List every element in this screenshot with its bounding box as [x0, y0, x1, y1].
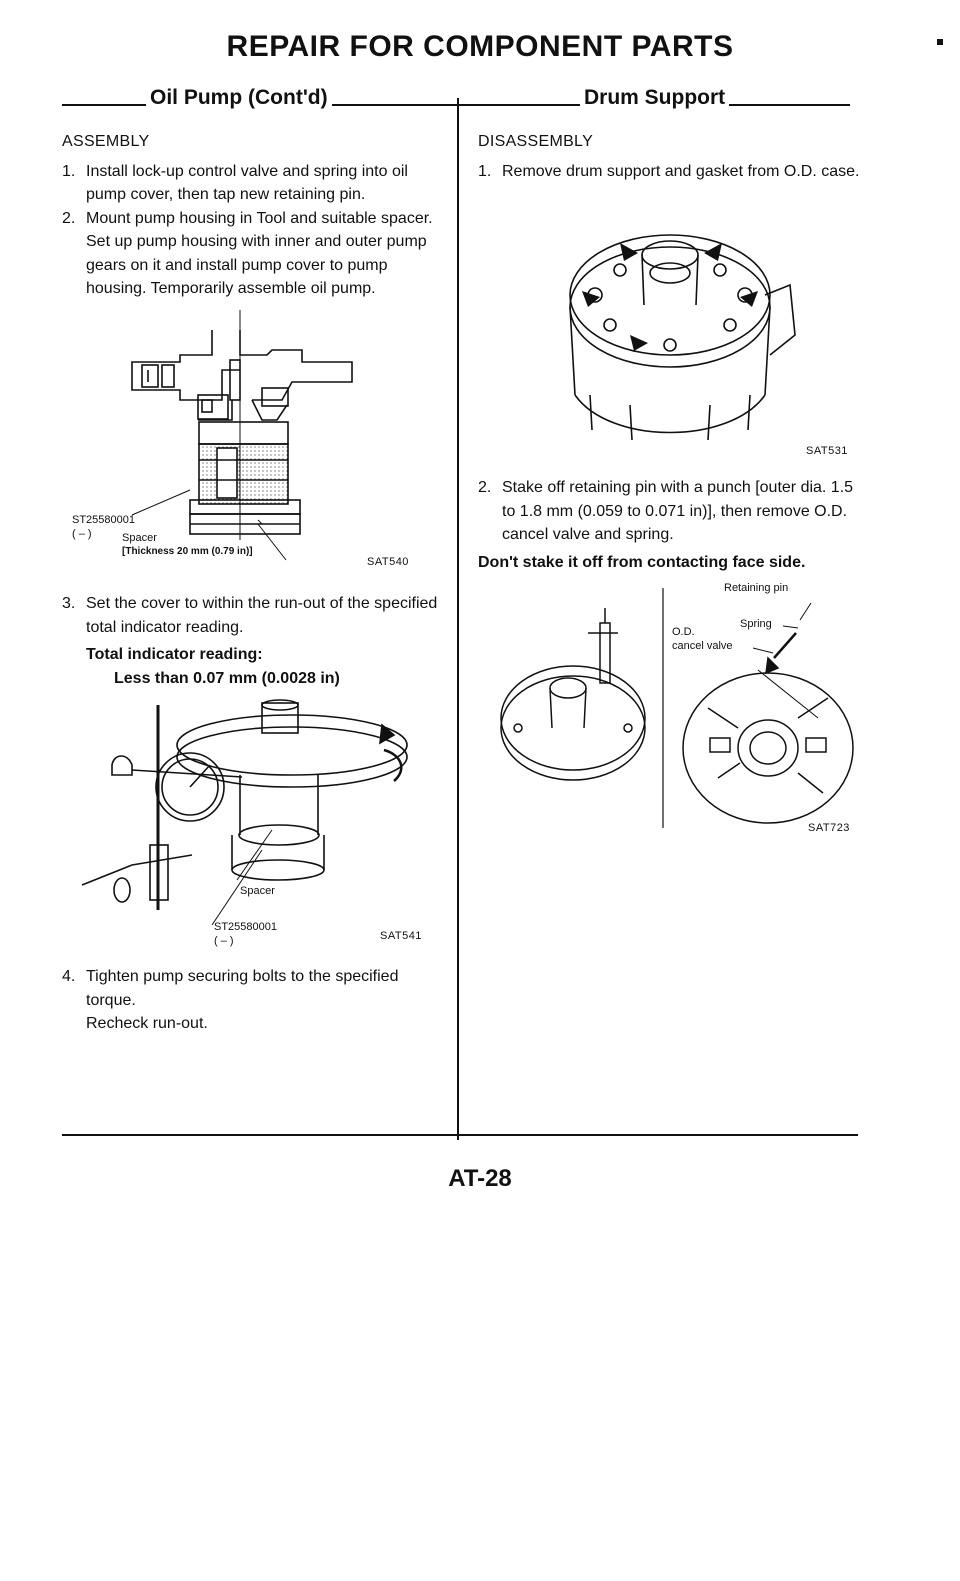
column-divider — [457, 98, 459, 1140]
assembly-block — [62, 130, 438, 301]
bottom-rule — [62, 1134, 858, 1136]
step-4 — [62, 965, 438, 1012]
step-number: 1. — [478, 162, 492, 180]
spring-label: Spring — [740, 618, 772, 630]
step-2-block — [478, 476, 862, 574]
step-2 — [62, 207, 438, 301]
step-number: 4. — [62, 968, 76, 985]
figure-sat531 — [520, 195, 865, 465]
section-title-drum-support: Drum Support — [584, 86, 726, 109]
spacer-label: Spacer — [122, 532, 157, 544]
rule — [458, 104, 580, 106]
step-text: Remove drum support and gasket from O.D. case. — [502, 162, 860, 180]
spacer-label: Spacer — [240, 885, 275, 897]
step-text: Mount pump housing in Tool and suitable spacer. Set up pump housing with inner and outer pump gears on it and install pump cover to pump housing. Temporarily assemble oil pump. — [86, 209, 433, 297]
step-number: 1. — [62, 162, 76, 180]
subhead-assembly: ASSEMBLY — [62, 133, 150, 150]
step-1 — [478, 160, 862, 184]
page-title: REPAIR FOR COMPONENT PARTS — [226, 30, 734, 63]
tool-number-label: ST25580001 — [72, 514, 135, 526]
spec-label: Total indicator reading: — [86, 646, 263, 663]
page-number: AT-28 — [448, 1165, 512, 1192]
step-text: Tighten pump securing bolts to the specified torque. — [86, 968, 399, 1009]
step-text: Stake off retaining pin with a punch [outer dia. 1.5 to 1.8 mm (0.059 to 0.071 in)], then remove O.D. cancel valve and spring. — [502, 479, 854, 543]
step-4-note: Recheck run-out. — [86, 1015, 208, 1032]
figure-code: SAT541 — [380, 930, 422, 942]
spec-value: Less than 0.07 mm (0.0028 in) — [114, 669, 340, 687]
step-4-block — [62, 965, 438, 1036]
step-text: Install lock-up control valve and spring into oil pump cover, then tap new retaining pin. — [86, 162, 408, 203]
step-number: 3. — [62, 595, 76, 612]
disassembly-block — [478, 130, 862, 183]
rule — [729, 104, 850, 106]
retaining-pin-label: Retaining pin — [724, 582, 789, 594]
section-title-oil-pump: Oil Pump (Cont'd) — [150, 86, 328, 109]
step-number: 2. — [62, 209, 76, 227]
dial-indicator-illustration — [62, 695, 442, 955]
tool-number-label: ST25580001 — [214, 921, 277, 933]
step-2 — [478, 476, 862, 547]
drum-support-illustration — [520, 195, 865, 465]
rule — [62, 104, 146, 106]
step-text: Set the cover to within the run-out of the specified total indicator reading. — [86, 595, 438, 636]
pump-on-tool-illustration — [62, 310, 442, 580]
cancel-valve-label: cancel valve — [672, 640, 733, 652]
step-3-block — [62, 592, 438, 690]
od-label: O.D. — [672, 626, 695, 638]
spacer-thickness-label: [Thickness 20 mm (0.79 in)] — [122, 546, 253, 557]
tool-number-paren: ( – ) — [214, 935, 234, 947]
cancel-valve-illustration — [478, 578, 863, 840]
step-1 — [62, 160, 438, 207]
section-header-drum-support — [458, 82, 850, 114]
subhead-disassembly: DISASSEMBLY — [478, 133, 594, 150]
step-number: 2. — [478, 479, 492, 496]
warning-text: Don't stake it off from contacting face side. — [478, 553, 806, 571]
figure-sat540 — [62, 310, 442, 580]
figure-sat723 — [478, 578, 863, 840]
rule — [332, 104, 458, 106]
figure-sat541 — [62, 695, 442, 955]
figure-code: SAT723 — [808, 822, 850, 834]
figure-code: SAT531 — [806, 445, 848, 457]
figure-code: SAT540 — [367, 556, 409, 568]
tool-number-paren: ( – ) — [72, 528, 92, 540]
section-header-oil-pump — [62, 82, 458, 114]
step-3 — [62, 592, 438, 639]
